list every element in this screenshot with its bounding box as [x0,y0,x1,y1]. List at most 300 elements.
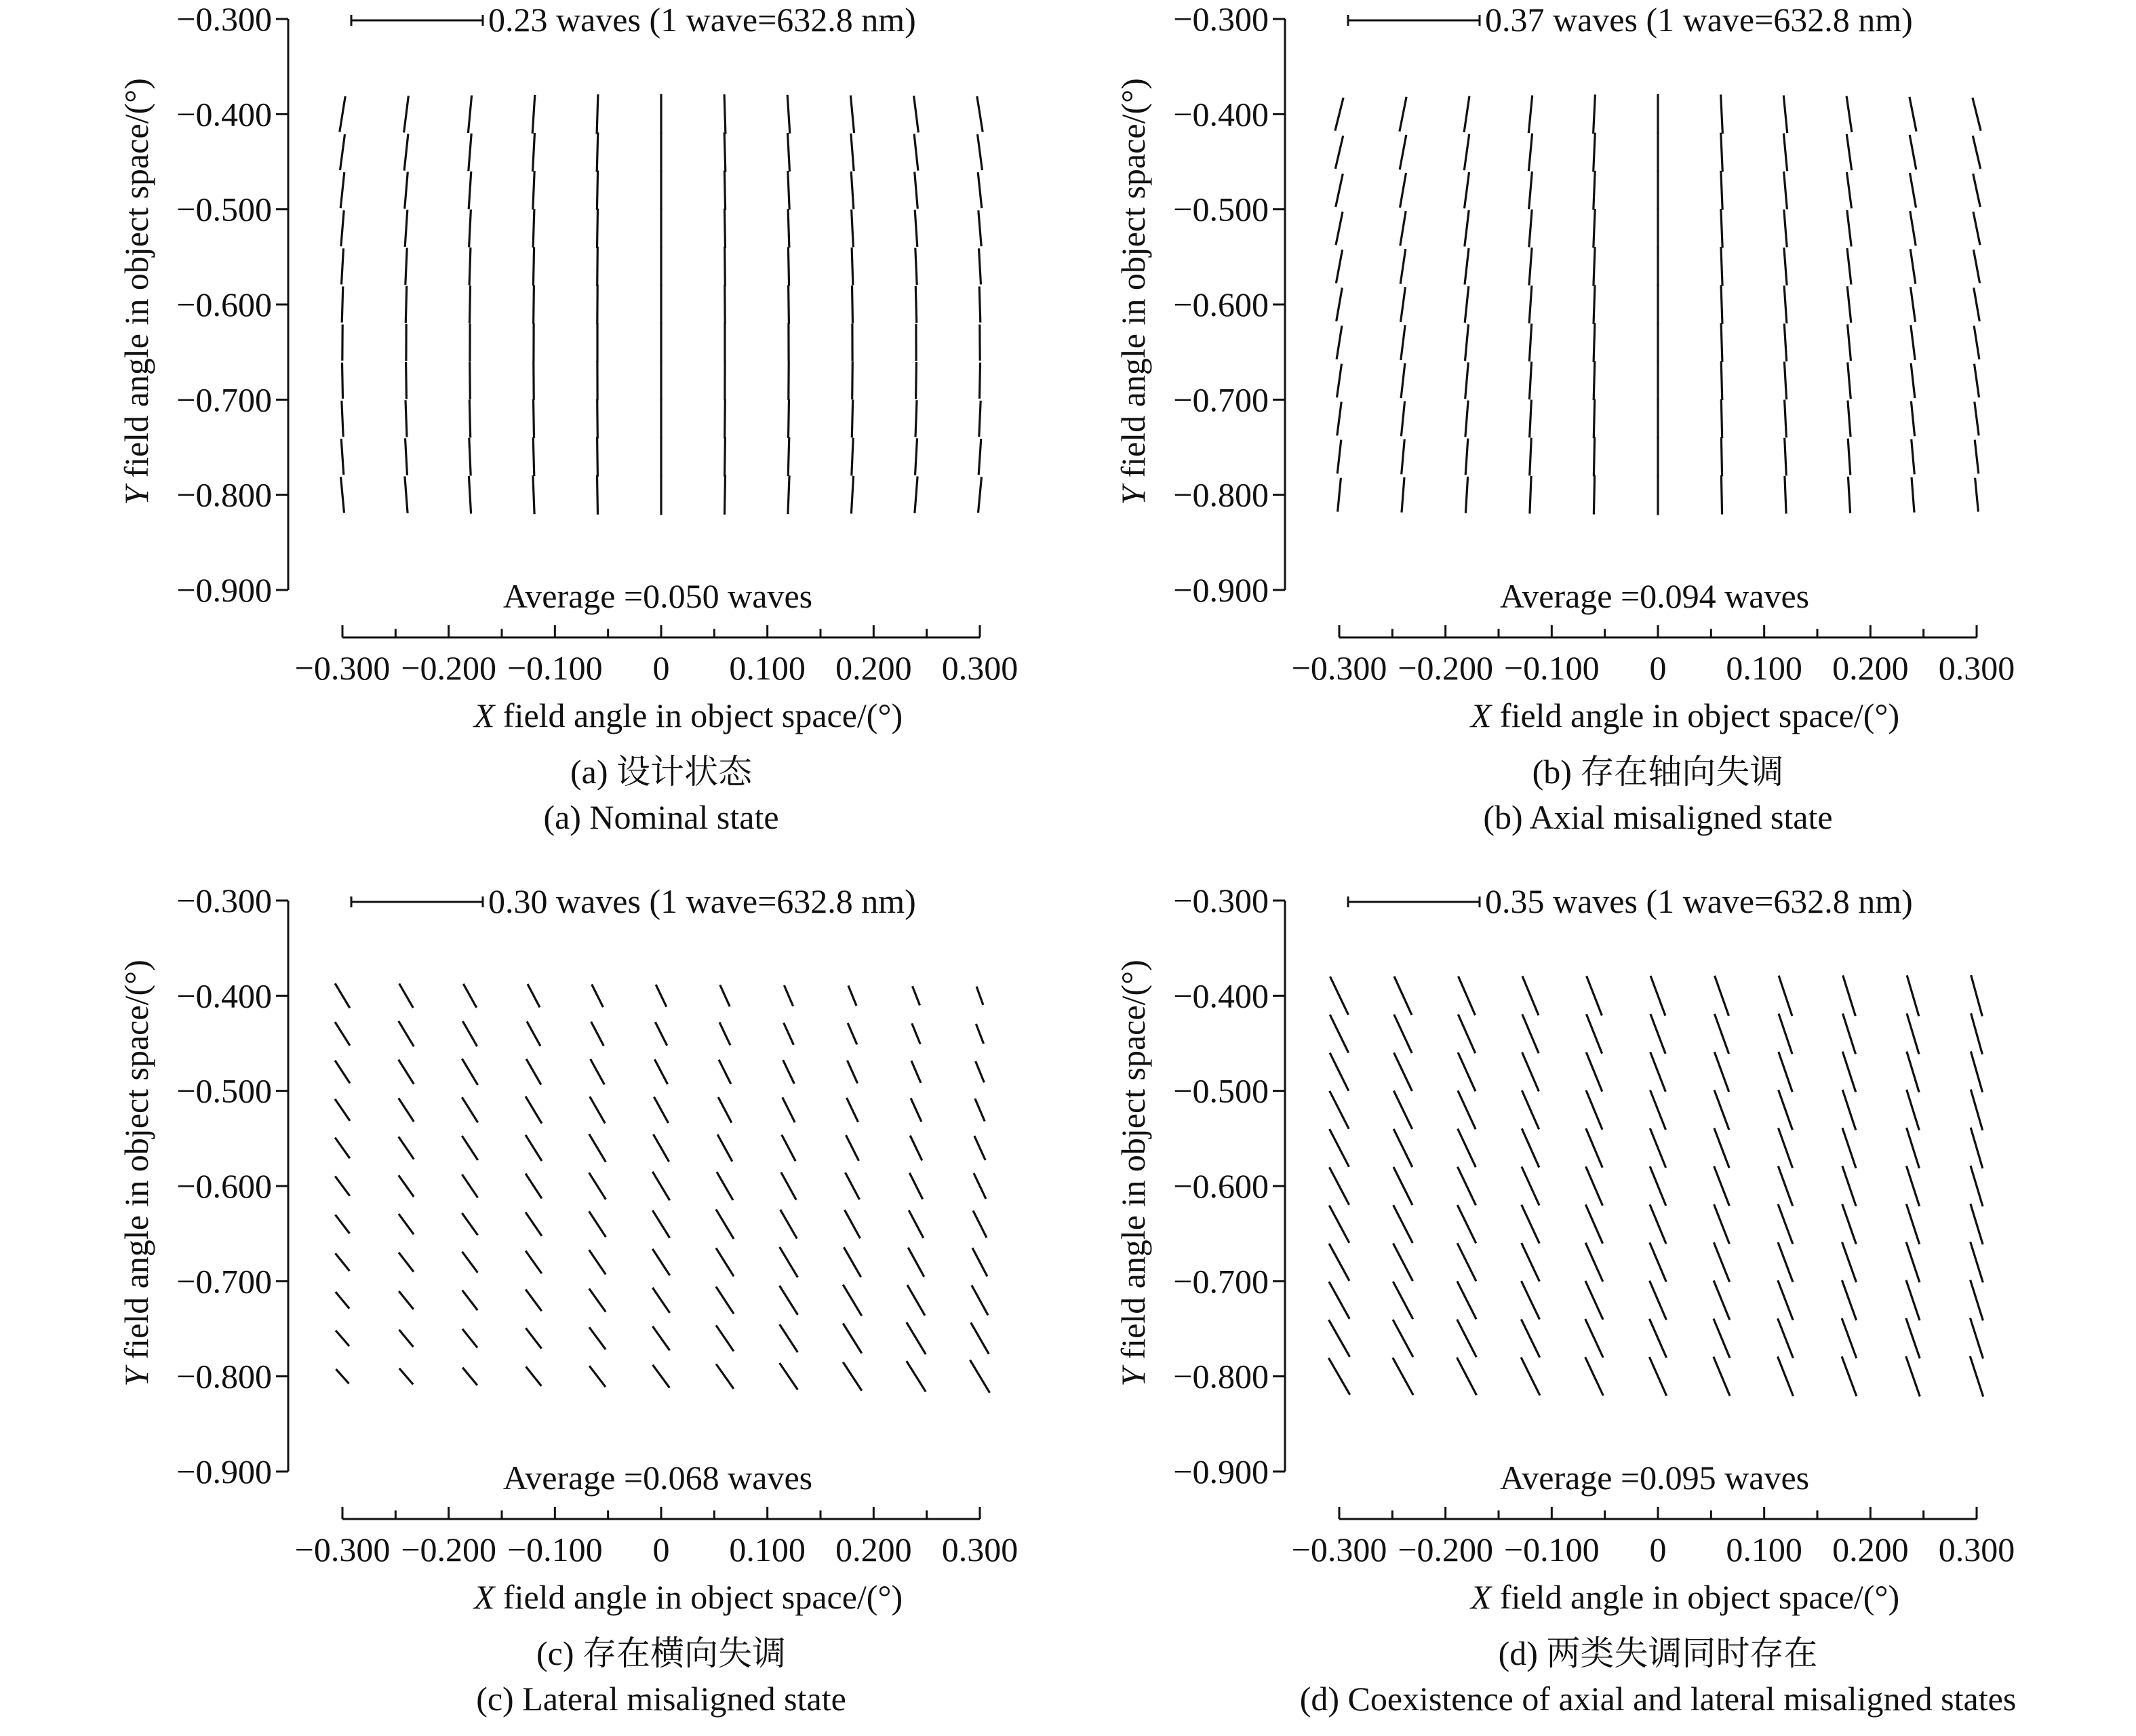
field-line-mark [1842,1090,1856,1130]
field-line-mark [1337,326,1342,359]
field-line-mark [399,1330,414,1347]
field-line-mark [1973,250,1979,283]
field-line-mark [469,134,471,172]
field-line-mark [843,1284,862,1316]
field-line-mark [1457,1243,1476,1281]
field-line-mark [335,1061,350,1084]
field-line-mark [589,1134,606,1162]
field-line-mark [725,475,726,515]
field-line-mark [1971,1204,1983,1244]
field-line-mark [1847,286,1851,323]
field-line-mark [1970,1356,1983,1397]
field-line-mark [1846,96,1852,132]
field-line-mark [1721,437,1722,477]
field-line-mark [1465,248,1469,285]
field-line-mark [914,134,918,170]
field-line-mark [1848,324,1851,361]
x-tick-label: −0.100 [507,649,603,687]
field-line-mark [1975,402,1979,436]
field-line-mark [976,1024,983,1044]
field-line-mark [1971,1052,1982,1092]
field-line-mark [978,439,981,475]
y-tick-label: −0.400 [176,976,272,1014]
field-line-mark [528,984,540,1007]
field-line-mark [406,400,407,437]
field-line-mark [725,437,726,476]
field-line-mark [851,172,854,210]
field-line-mark [462,1329,477,1348]
field-line-mark [469,210,471,248]
field-line-mark [1973,136,1980,169]
field-line-mark [1907,1128,1920,1168]
x-tick-label: 0.100 [1726,1531,1802,1569]
field-line-mark [342,401,343,437]
field-line-mark [911,1061,921,1083]
field-line-mark [1650,1204,1666,1244]
field-line-mark [1586,1128,1602,1168]
field-line-mark [1393,1129,1412,1167]
field-line-mark [974,1173,986,1199]
x-tick-label: −0.200 [1398,649,1493,687]
field-line-mark [527,1021,540,1046]
field-line-mark [526,1097,542,1124]
field-line-mark [526,1290,542,1311]
field-line-mark [1779,1014,1792,1054]
field-line-mark [1650,1090,1666,1130]
field-line-mark [335,1099,350,1121]
field-line-mark [1530,476,1531,514]
field-line-mark [724,132,726,172]
chart-b [1105,0,2129,787]
scale-label: 0.35 waves (1 wave=632.8 nm) [1485,882,1913,920]
field-line-mark [907,1285,925,1316]
y-tick-label: −0.500 [1173,1072,1269,1110]
field-line-mark [1973,212,1980,245]
field-line-mark [908,1248,924,1277]
field-line-mark [1715,976,1729,1016]
y-tick-label: −0.700 [1173,1262,1269,1300]
field-line-mark [1337,440,1341,474]
field-line-mark [1721,285,1722,324]
field-line-mark [1971,1280,1983,1321]
field-line-mark [1912,439,1915,475]
field-line-mark [1906,1242,1920,1283]
x-tick-label: −0.100 [1504,1531,1600,1569]
field-line-mark [979,248,981,284]
field-line-mark [916,362,917,399]
field-line-mark [1910,97,1916,132]
x-tick-label: 0.200 [1832,1531,1909,1569]
field-line-mark [1337,364,1342,398]
field-line-mark [788,133,790,172]
y-tick-label: −0.600 [176,1167,272,1205]
field-line-mark [1329,1206,1349,1243]
field-line-mark [975,1099,985,1122]
field-line-mark [405,172,408,208]
field-line-mark [1529,285,1532,323]
field-line-mark [1402,439,1405,475]
field-line-mark [526,1135,542,1161]
field-line-mark [852,210,854,248]
field-line-mark [1911,401,1914,437]
y-tick-label: −0.600 [1173,285,1269,323]
x-tick-label: 0 [653,649,670,687]
field-line-mark [1458,1129,1476,1168]
field-line-mark [1842,1052,1855,1092]
field-line-mark [977,96,983,132]
field-line-mark [1907,975,1919,1016]
field-line-mark [1521,1358,1540,1396]
y-tick-label: −0.500 [176,191,272,229]
field-line-mark [719,1023,730,1046]
field-line-mark [1721,209,1722,248]
field-line-mark [597,399,598,438]
field-line-mark [526,1366,542,1386]
x-tick-label: 0.300 [942,649,1018,687]
panel-a [108,0,1132,854]
field-line-mark [1328,1358,1349,1395]
field-line-mark [1594,361,1595,401]
field-line-mark [788,247,789,285]
field-line-mark [597,247,598,286]
field-line-mark [652,1172,669,1200]
field-line-mark [1594,95,1596,134]
x-tick-label: 0.300 [1939,1531,2015,1569]
field-line-mark [788,209,789,248]
field-line-mark [1522,1128,1539,1167]
field-line-mark [848,986,856,1006]
y-tick-label: −0.400 [1173,976,1269,1014]
field-line-mark [1457,1205,1476,1243]
field-line-mark [1975,364,1979,398]
field-line-mark [852,361,853,399]
field-line-mark [1393,1282,1412,1319]
field-line-mark [1778,1280,1793,1320]
field-line-mark [978,477,982,513]
y-tick-label: −0.400 [1173,95,1269,133]
field-line-mark [1721,323,1722,362]
field-line-mark [1907,1052,1919,1092]
field-line-mark [780,1324,798,1352]
chart-d [1105,882,2129,1668]
field-line-mark [1911,287,1916,322]
caption-cn: (c) 存在横向失调 [149,1631,1173,1676]
y-tick-label: −0.800 [1173,1358,1269,1396]
field-line-mark [1335,98,1343,131]
field-line-mark [652,1249,669,1276]
x-tick-label: −0.300 [1292,649,1387,687]
field-line-mark [718,1097,732,1123]
field-line-mark [1714,1204,1730,1244]
field-line-mark [784,985,793,1006]
field-line-mark [404,96,409,132]
field-line-mark [912,1023,920,1044]
field-line-mark [533,437,534,476]
field-line-mark [973,1210,987,1238]
field-line-mark [1585,1319,1603,1358]
field-line-mark [848,1023,857,1045]
x-tick-label: −0.300 [1292,1531,1387,1569]
field-line-mark [1522,1090,1539,1129]
x-tick-label: 0.100 [729,1531,806,1569]
field-line-mark [1393,1320,1413,1357]
x-tick-label: 0.100 [729,649,806,687]
field-line-mark [1721,133,1723,172]
field-line-mark [1650,976,1665,1016]
field-line-mark [1842,1128,1856,1168]
field-line-mark [1522,1205,1539,1244]
field-line-mark [1784,285,1787,323]
field-line-mark [1393,1091,1412,1129]
field-line-mark [1401,363,1405,398]
field-line-mark [1843,1014,1856,1054]
field-line-mark [1783,96,1787,134]
field-line-mark [716,1209,734,1239]
field-line-mark [405,477,408,513]
field-line-mark [399,1060,414,1084]
field-line-mark [915,400,917,437]
field-line-mark [1779,1128,1793,1168]
x-tick-label: 0.200 [835,1531,912,1569]
field-line-mark [909,1173,922,1200]
field-line-mark [533,133,535,172]
field-line-mark [1971,1128,1983,1168]
y-tick-label: −0.300 [176,0,272,38]
field-line-mark [335,983,350,1008]
field-line-mark [1906,1280,1920,1320]
field-line-mark [724,171,725,210]
field-line-mark [1975,478,1979,512]
caption-cn: (a) 设计状态 [149,749,1173,794]
field-line-mark [1336,212,1343,245]
y-tick-label: −0.900 [176,571,272,609]
y-tick-label: −0.800 [1173,476,1269,514]
x-tick-label: −0.100 [1504,649,1600,687]
field-line-mark [913,986,920,1005]
field-line-mark [1585,1357,1604,1396]
field-line-mark [1330,976,1349,1015]
field-line-mark [780,1210,797,1239]
y-axis-title: Y field angle in object space/(°) [117,78,155,505]
field-line-mark [716,1248,734,1276]
field-line-mark [843,1324,862,1354]
field-line-mark [591,1022,604,1046]
field-line-mark [1847,172,1852,208]
x-axis-title: X field angle in object space/(°) [473,696,903,734]
y-tick-label: −0.300 [1173,0,1269,38]
field-line-mark [1465,210,1469,247]
field-line-mark [1458,1014,1475,1053]
field-line-mark [597,209,598,248]
field-line-mark [469,476,471,514]
field-line-mark [533,475,534,514]
field-line-mark [1530,400,1532,438]
field-line-mark [1459,976,1476,1016]
field-line-mark [1848,401,1851,437]
field-line-mark [1721,95,1723,134]
y-tick-label: −0.700 [1173,380,1269,418]
field-line-mark [526,1059,541,1085]
field-line-mark [1529,172,1532,210]
x-tick-label: 0.300 [942,1531,1018,1569]
y-axis-title: Y field angle in object space/(°) [117,960,155,1387]
field-line-mark [1910,211,1916,245]
y-tick-label: −0.600 [1173,1167,1269,1205]
caption-cn: (b) 存在轴向失调 [1146,749,2136,794]
field-line-mark [1529,361,1531,399]
field-line-mark [1971,1242,1983,1282]
field-line-mark [980,363,981,399]
field-line-mark [341,477,344,513]
field-line-mark [970,1360,990,1393]
field-line-mark [978,210,981,246]
field-line-mark [336,1253,350,1271]
y-tick-label: −0.300 [176,882,272,920]
field-line-mark [1975,440,1979,474]
x-tick-label: −0.300 [295,649,391,687]
field-line-mark [781,1172,796,1200]
field-line-mark [1971,975,1983,1017]
field-line-mark [1458,1052,1476,1091]
field-line-mark [852,248,853,285]
field-line-mark [1906,1318,1920,1358]
field-line-mark [469,400,470,438]
field-line-mark [468,96,471,134]
field-line-mark [1401,287,1406,322]
field-line-mark [976,1061,985,1082]
field-line-mark [1778,1166,1792,1206]
field-line-mark [780,1363,798,1389]
field-line-mark [1848,362,1851,399]
field-line-mark [1714,1090,1729,1130]
field-line-mark [1784,248,1787,285]
field-line-mark [1329,1244,1349,1281]
field-line-mark [1529,248,1532,285]
field-line-mark [907,1361,926,1392]
field-line-mark [1842,1356,1857,1396]
field-line-mark [1336,174,1343,207]
field-line-mark [406,362,407,399]
field-line-mark [1329,1320,1350,1357]
field-line-mark [469,172,471,210]
field-line-mark [1784,210,1787,248]
field-line-mark [1400,135,1406,170]
field-line-mark [335,1215,349,1234]
field-line-mark [1971,1166,1983,1206]
field-line-mark [1974,326,1979,359]
field-line-mark [1649,1319,1666,1358]
field-line-mark [1465,324,1469,361]
field-line-mark [1906,1166,1919,1206]
field-line-mark [399,1098,414,1122]
field-line-mark [716,1325,734,1351]
field-line-mark [1714,1357,1730,1396]
field-line-mark [915,438,917,475]
y-tick-label: −0.400 [176,95,272,133]
field-line-mark [1464,134,1469,170]
field-line-mark [589,1211,606,1237]
field-line-mark [1464,96,1469,132]
field-line-mark [406,248,407,285]
field-line-mark [976,987,983,1005]
field-line-mark [340,172,344,208]
field-line-mark [1785,476,1786,514]
field-line-mark [1907,1013,1919,1054]
x-tick-label: −0.100 [507,1531,603,1569]
field-line-mark [1585,1243,1603,1282]
field-line-mark [341,439,344,475]
field-line-mark [844,1247,861,1277]
field-line-mark [1649,1357,1666,1396]
caption-en: (a) Nominal state [149,795,1173,840]
field-line-mark [1335,136,1343,169]
field-line-mark [1785,400,1787,438]
panel-d [1105,882,2129,1736]
field-line-mark [462,1175,477,1198]
field-line-mark [1329,1167,1349,1204]
field-line-mark [788,475,789,514]
field-line-mark [971,1322,989,1354]
field-line-mark [1721,475,1722,515]
field-line-mark [911,1098,922,1122]
field-line-mark [654,1059,667,1084]
field-line-mark [656,985,667,1007]
field-line-mark [1650,1242,1666,1282]
field-line-mark [1714,1014,1728,1054]
field-line-mark [1522,1014,1539,1054]
field-line-mark [1714,1128,1729,1168]
caption-cn: (d) 两类失调同时存在 [1146,1631,2136,1676]
field-line-mark [340,96,345,132]
field-line-mark [1522,1243,1540,1282]
field-line-mark [335,1176,350,1196]
field-line-mark [846,1135,859,1161]
field-line-mark [1971,1318,1983,1359]
field-line-mark [914,96,919,132]
field-line-mark [1842,1166,1856,1206]
field-line-mark [335,1138,350,1159]
field-line-mark [1784,323,1786,361]
field-line-mark [1842,1204,1857,1244]
field-line-mark [783,1060,795,1084]
field-line-mark [1458,1167,1476,1206]
field-line-mark [526,1212,542,1236]
average-label: Average =0.095 waves [1500,1459,1809,1497]
field-line-mark [1650,1052,1666,1091]
field-line-mark [1906,1204,1919,1244]
x-tick-label: 0.200 [1832,649,1909,687]
average-label: Average =0.050 waves [503,577,812,615]
field-line-mark [589,1327,606,1349]
field-line-mark [724,94,726,134]
field-line-mark [1394,1014,1412,1053]
field-line-mark [851,134,854,172]
y-axis-title: Y field angle in object space/(°) [1114,78,1152,505]
field-line-mark [1393,1167,1412,1205]
field-line-mark [1594,323,1595,362]
field-line-mark [652,1326,669,1351]
caption-en: (d) Coexistence of axial and lateral misaligned states [1146,1676,2136,1721]
y-tick-label: −0.700 [176,380,272,418]
field-line-mark [399,1137,414,1159]
panel-c [108,882,1132,1736]
y-tick-label: −0.900 [176,1453,272,1491]
field-line-mark [399,1214,414,1234]
y-tick-label: −0.300 [1173,882,1269,920]
field-line-mark [1721,247,1722,286]
field-line-mark [1594,171,1595,210]
field-line-mark [1594,285,1595,324]
